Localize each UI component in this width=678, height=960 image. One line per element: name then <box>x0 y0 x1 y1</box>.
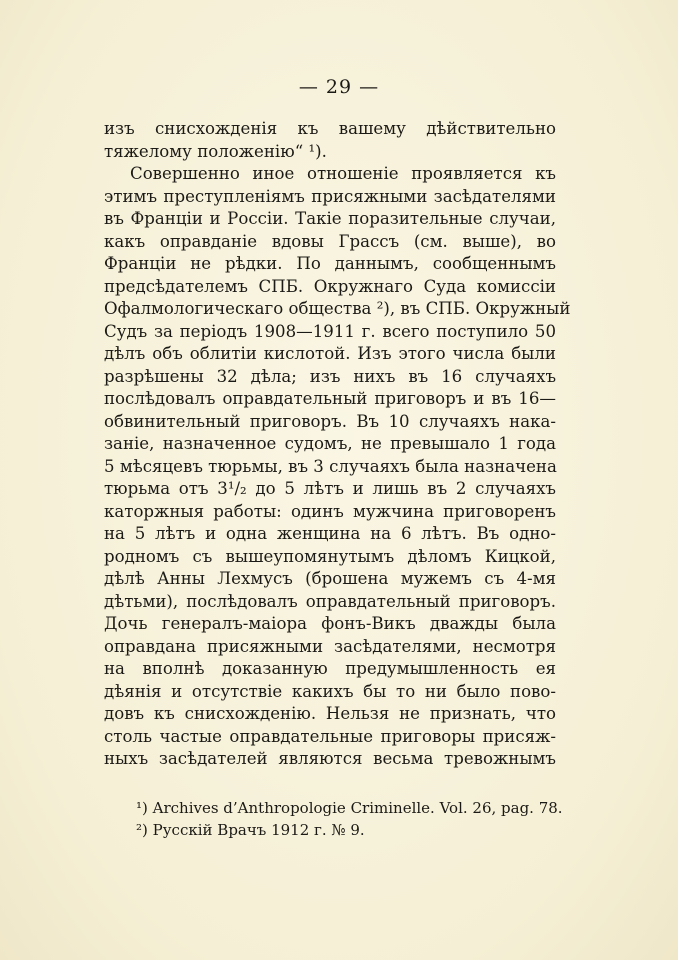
text-line: родномъ съ вышеупомянутымъ дѣломъ Кицкой, <box>104 546 556 566</box>
footnote: ²) Русскій Врачъ 1912 г. № 9. <box>136 821 365 839</box>
text-line: 5 мѣсяцевъ тюрьмы, въ 3 случаяхъ была назначена <box>104 456 557 476</box>
text-line: дѣтьми), послѣдовалъ оправдательный приговоръ. <box>104 591 556 611</box>
text-line: ныхъ засѣдателей являются весьма тревожнымъ <box>104 749 556 768</box>
text-line: предсѣдателемъ СПБ. Окружнаго Суда комиссіи <box>104 276 556 296</box>
text-line: Франціи не рѣдки. По даннымъ, сообщеннымъ <box>104 254 556 273</box>
text-line: разрѣшены 32 дѣла; изъ нихъ въ 16 случаяхъ <box>104 366 556 386</box>
text-line: оправдана присяжными засѣдателями, несмотря <box>104 636 556 656</box>
text-line: дѣянія и отсутствіе какихъ бы то ни было пово- <box>104 681 556 701</box>
text-line: дѣлъ объ облитіи кислотой. Изъ этого числа были <box>104 344 556 363</box>
text-line: какъ оправданіе вдовы Грассъ (см. выше), во <box>104 231 556 251</box>
text-line: столь частые оправдательные приговоры присяж- <box>104 726 556 746</box>
text-line: Офалмологическаго общества ²), въ СПБ. Окружный <box>104 299 571 318</box>
footnote: ¹) Archives d’Anthropologie Criminelle. Vol. 26, pag. 78. <box>136 799 563 817</box>
text-line: этимъ преступленіямъ присяжными засѣдателями <box>104 186 556 206</box>
text-line: на 5 лѣтъ и одна женщина на 6 лѣтъ. Въ одно- <box>104 524 556 543</box>
body-text <box>104 118 571 771</box>
text-line: обвинительный приговоръ. Въ 10 случаяхъ нака- <box>104 411 556 431</box>
text-line: каторжныя работы: одинъ мужчина приговоренъ <box>104 501 556 521</box>
text-line: послѣдовалъ оправдательный приговоръ и въ 16— <box>104 389 556 408</box>
text-line: дѣлѣ Анны Лехмусъ (брошена мужемъ съ 4-мя <box>104 569 556 588</box>
text-line: довъ къ снисхожденію. Нельзя не признать, что <box>104 704 556 723</box>
text-line: въ Франціи и Россіи. Такіе поразительные случаи, <box>104 209 556 228</box>
text-line: на вполнѣ доказанную предумышленность ея <box>104 659 556 678</box>
text-line: изъ снисхожденія къ вашему дѣйствительно <box>104 119 556 138</box>
footnotes <box>136 797 563 841</box>
page-number: — 29 — <box>298 76 380 98</box>
text-line: Судъ за періодъ 1908—1911 г. всего поступило 50 <box>104 321 556 341</box>
text-line: Дочь генералъ-маіора фонъ-Викъ дважды была <box>104 614 556 633</box>
text-line: тяжелому положенію“ ¹). <box>104 141 327 161</box>
text-line: Совершенно иное отношеніе проявляется къ <box>130 164 556 183</box>
text-line: тюрьма отъ 3¹/₂ до 5 лѣтъ и лишь въ 2 случаяхъ <box>104 479 556 498</box>
text-line: заніе, назначенное судомъ, не превышало 1 года <box>104 434 556 453</box>
